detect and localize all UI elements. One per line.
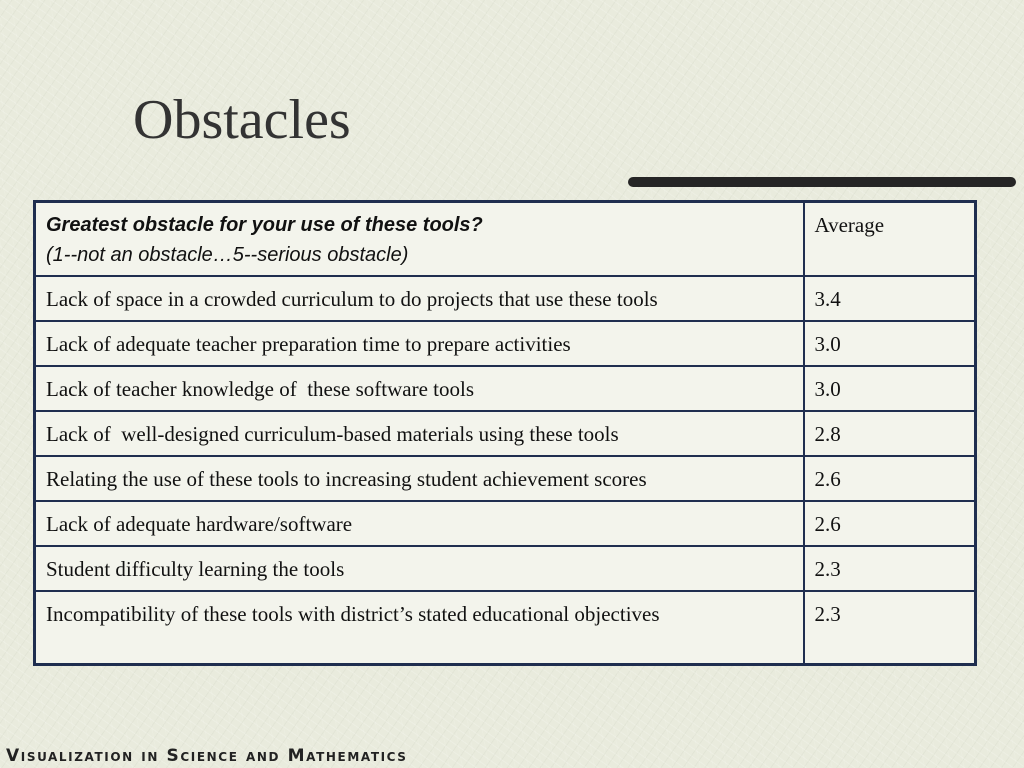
obstacle-cell: Lack of space in a crowded curriculum to do projects that use these tools (35, 276, 804, 321)
header-obstacle-cell (35, 202, 804, 277)
obstacle-cell: Student difficulty learning the tools (35, 546, 804, 591)
average-cell: 2.3 (804, 546, 976, 591)
header-question-text: Greatest obstacle for your use of these tools? (46, 214, 483, 236)
average-cell: 3.0 (804, 321, 976, 366)
table-row (35, 456, 976, 501)
header-average-cell: Average (804, 202, 976, 277)
table-row (35, 591, 976, 665)
obstacle-cell: Lack of teacher knowledge of these software tools (35, 366, 804, 411)
obstacle-cell: Lack of well-designed curriculum-based materials using these tools (35, 411, 804, 456)
title-underline-rule (628, 177, 1016, 187)
obstacle-cell: Lack of adequate teacher preparation time to prepare activities (35, 321, 804, 366)
header-scale-text: (1--not an obstacle…5--serious obstacle) (46, 244, 409, 266)
obstacle-cell: Incompatibility of these tools with district’s stated educational objectives (35, 591, 804, 665)
table-row (35, 546, 976, 591)
average-cell: 2.6 (804, 456, 976, 501)
average-cell: 2.6 (804, 501, 976, 546)
average-cell: 2.8 (804, 411, 976, 456)
footer-branding: Visualization in Science and Mathematics (6, 746, 408, 766)
table-row (35, 366, 976, 411)
table-row (35, 276, 976, 321)
table-row (35, 411, 976, 456)
average-cell: 2.3 (804, 591, 976, 665)
average-cell: 3.4 (804, 276, 976, 321)
average-cell: 3.0 (804, 366, 976, 411)
obstacle-cell: Lack of adequate hardware/software (35, 501, 804, 546)
obstacles-table (33, 200, 977, 666)
obstacle-cell: Relating the use of these tools to increasing student achievement scores (35, 456, 804, 501)
table-row (35, 501, 976, 546)
table-row (35, 321, 976, 366)
slide-title: Obstacles (133, 89, 351, 151)
table-header-row (35, 202, 976, 277)
